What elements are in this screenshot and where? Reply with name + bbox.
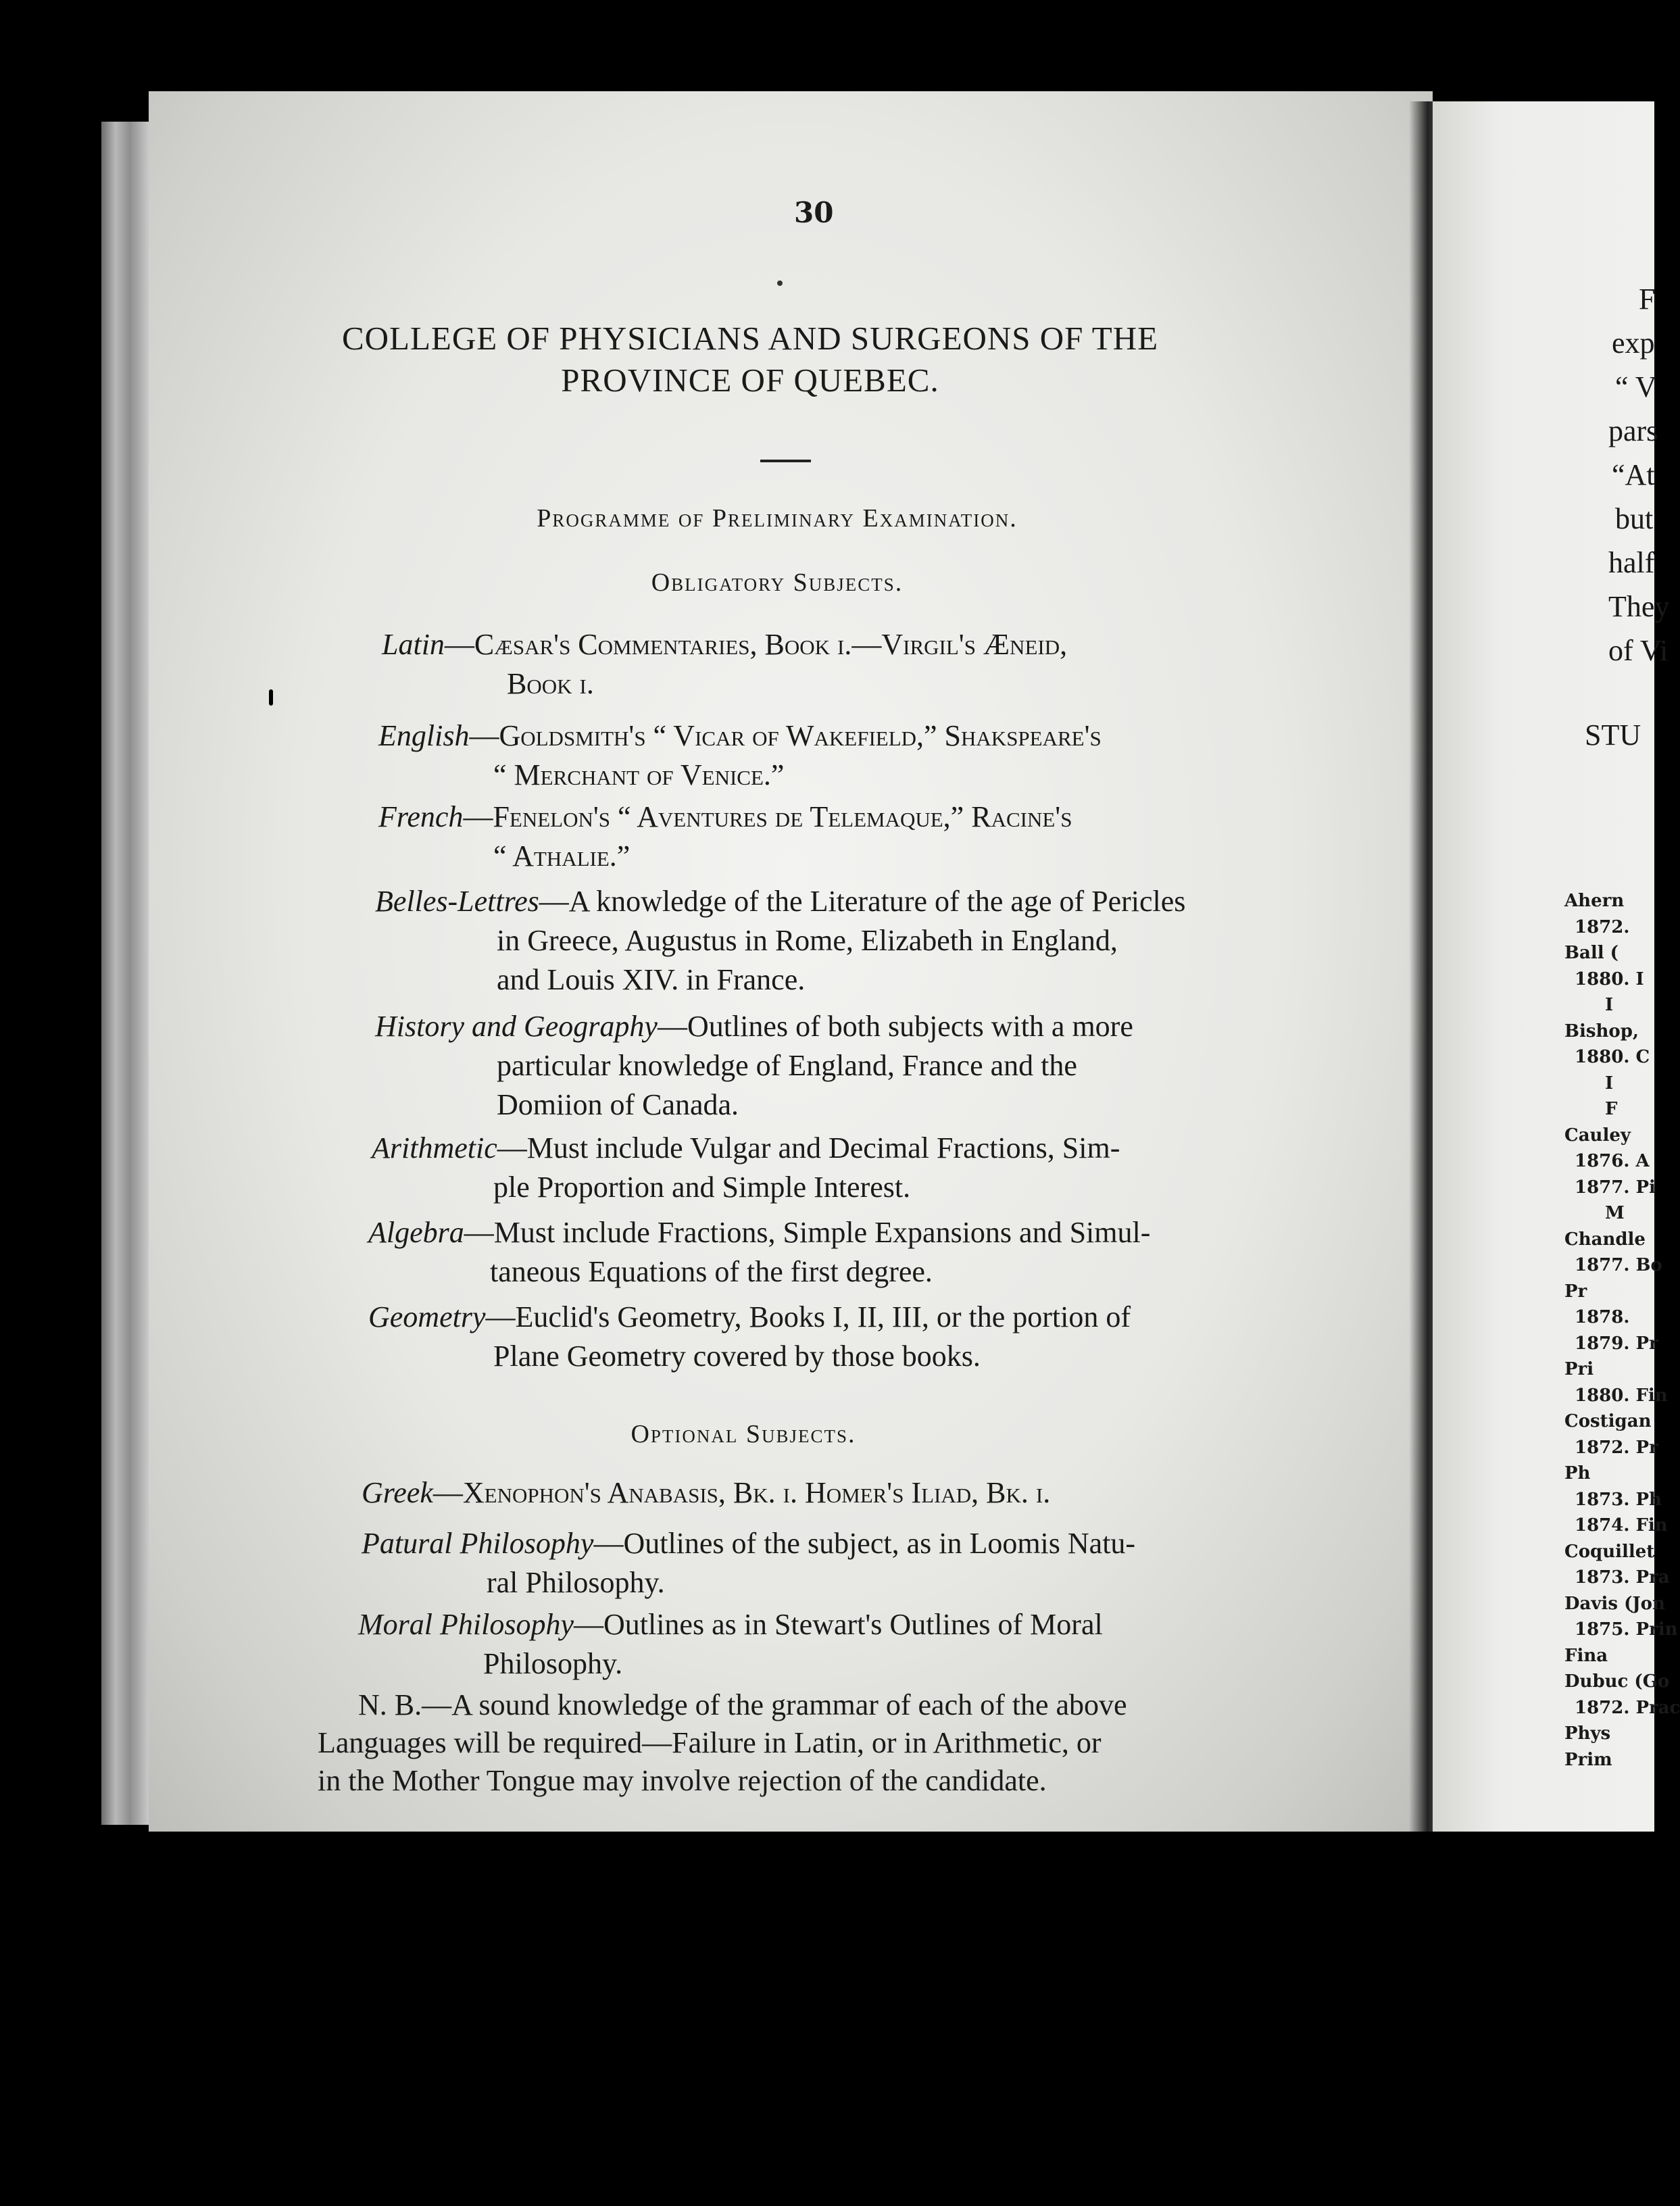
entry-term: Latin [382,628,445,661]
entry-line: Book i. [507,667,594,700]
right-page-index-fragment: Ball ( [1564,943,1619,963]
entry-term: Greek [362,1476,433,1509]
title-line-1: COLLEGE OF PHYSICIANS AND SURGEONS OF THE [341,320,1159,357]
right-page-heading-fragment: STU [1585,718,1641,752]
right-page-index-fragment: Costigan [1564,1411,1652,1431]
right-page-fragment: They [1608,590,1670,623]
entry-line: Philosophy. [483,1647,623,1680]
obligatory-heading: Obligatory Subjects. [651,568,904,597]
programme-heading: Programme of Preliminary Examination. [537,504,1018,533]
optional-heading: Optional Subjects. [631,1420,856,1448]
entry-line: —Fenelon's “ Aventures de Telemaque,” Racine's [463,800,1072,833]
nb-line: in the Mother Tongue may involve rejection of the candidate. [318,1764,1047,1797]
entry-algebra [368,1213,1294,1292]
page-title [209,318,1291,401]
entry-line: and Louis XIV. in France. [497,963,806,996]
entry-arithmetic [372,1129,1291,1207]
entry-line: —Outlines as in Stewart's Outlines of Moral [573,1608,1103,1641]
right-page-index-fragment: Fina [1564,1645,1608,1666]
right-page-index-fragment: 1877. Bo [1575,1255,1662,1275]
entry-geometry [368,1298,1294,1376]
right-page-index-fragment: 1874. Fin [1575,1515,1668,1536]
entry-natural-philosophy [362,1524,1294,1602]
right-page-index-fragment: 1873. Ph [1575,1489,1662,1510]
entry-line: —Must include Vulgar and Decimal Fractions, Sim- [497,1131,1120,1165]
title-rule [760,460,811,462]
entry-term: History and Geography [375,1010,658,1043]
entry-term: Geometry [368,1300,486,1333]
entry-term: Patural Philosophy [362,1527,594,1560]
right-page-index-fragment: 1880. Fin [1575,1385,1668,1406]
right-page-index-fragment: Cauley [1564,1125,1631,1146]
right-page-index-fragment: 1878. [1575,1307,1630,1327]
right-page-index-fragment: Chandle [1564,1229,1646,1250]
right-page-index-fragment: Pri [1564,1359,1594,1379]
right-page-fragment: “At [1612,458,1655,491]
nb-line: N. B.—A sound knowledge of the grammar of each of the above [358,1688,1127,1721]
right-page-index-fragment: 1875. Prin [1575,1619,1678,1640]
entry-term: Arithmetic [372,1131,497,1165]
speck [269,689,273,706]
entry-greek [362,1473,1294,1513]
right-page-index-fragment: Pr [1564,1281,1587,1302]
right-page-index-fragment: Phys [1564,1723,1611,1744]
right-page-index-fragment: Ahern [1564,891,1625,911]
speck [777,280,783,286]
right-page-fragment: but [1615,502,1654,535]
entry-line: —Outlines of both subjects with a more [657,1010,1133,1043]
nota-bene [318,1686,1298,1800]
entry-term: Algebra [368,1216,464,1249]
right-page-index-fragment: 1876. A [1575,1151,1650,1171]
entry-line: —Outlines of the subject, as in Loomis Natu- [593,1527,1136,1560]
right-page-fragment: exp [1612,326,1655,360]
right-page-fragment: of Vi [1608,634,1669,667]
entry-line: “ Merchant of Venice.” [493,758,785,791]
right-page-fragment: “ V [1615,370,1657,403]
entry-line: Plane Geometry covered by those books. [493,1340,981,1373]
right-page-index-fragment: Bishop, [1564,1021,1639,1041]
right-page-index-fragment: I [1605,1073,1614,1094]
entry-latin [382,625,1436,704]
entry-line: ple Proportion and Simple Interest. [493,1171,911,1204]
right-page-index-fragment: 1877. Pi [1575,1177,1656,1198]
right-page-index-fragment: Prim [1564,1749,1612,1770]
entry-term: Belles-Lettres [375,885,539,918]
right-page-index-fragment: Ph [1564,1463,1591,1484]
entry-line: —Must include Fractions, Simple Expansions and Simul- [464,1216,1151,1249]
entry-history-geography [375,1007,1294,1125]
entry-term: English [378,719,470,752]
right-page-index-fragment: 1872. Pr [1575,1437,1658,1458]
right-page-index-fragment: 1880. I [1575,969,1644,989]
entry-term: French [378,800,464,833]
right-page-index-fragment: F [1605,1099,1618,1119]
title-line-2: PROVINCE OF QUEBEC. [561,362,939,399]
right-page-index-fragment: 1873. Pra [1575,1567,1670,1588]
right-page-index-fragment: Dubuc (Go [1564,1671,1670,1692]
page-edges [101,122,149,1825]
entry-line: —Goldsmith's “ Vicar of Wakefield,” Shakspeare's [469,719,1102,752]
right-page-fragment: F [1639,283,1656,316]
right-page-index-fragment: 1879. Pr [1575,1333,1658,1354]
entry-french [378,798,1433,876]
entry-line: taneous Equations of the first degree. [490,1255,933,1288]
right-page-index-fragment: 1880. C [1575,1047,1650,1067]
right-page-index-fragment: Davis (Jon [1564,1593,1665,1614]
entry-line: ral Philosophy. [487,1566,665,1599]
entry-line: —Cæsar's Commentaries, Book i.—Virgil's Æneid, [444,628,1068,661]
entry-line: —Euclid's Geometry, Books I, II, III, or the portion of [485,1300,1131,1333]
page-number: 30 [794,196,834,229]
right-page-index-fragment: 1872. Prac [1575,1697,1680,1718]
entry-moral-philosophy [358,1605,1294,1684]
right-page-index-fragment: Coquillet [1564,1541,1655,1562]
right-page-index-fragment: M [1605,1203,1625,1223]
entry-english [378,716,1433,795]
entry-belles-lettres [375,882,1294,1000]
entry-line: in Greece, Augustus in Rome, Elizabeth in England, [497,924,1118,957]
entry-line: —A knowledge of the Literature of the age of Pericles [539,885,1186,918]
entry-line: Domiion of Canada. [497,1088,739,1121]
entry-line: particular knowledge of England, France and the [497,1049,1077,1082]
right-page-index-fragment: I [1605,995,1614,1015]
nb-line: Languages will be required—Failure in Latin, or in Arithmetic, or [318,1726,1102,1759]
right-page-fragment: pars [1608,414,1658,447]
right-page-fragment: half [1608,546,1655,579]
right-page-index-fragment: 1872. [1575,916,1630,937]
entry-term: Moral Philosophy [358,1608,574,1641]
entry-line: “ Athalie.” [493,839,631,873]
entry-line: —Xenophon's Anabasis, Bk. i. Homer's Iliad, Bk. i. [433,1476,1051,1509]
